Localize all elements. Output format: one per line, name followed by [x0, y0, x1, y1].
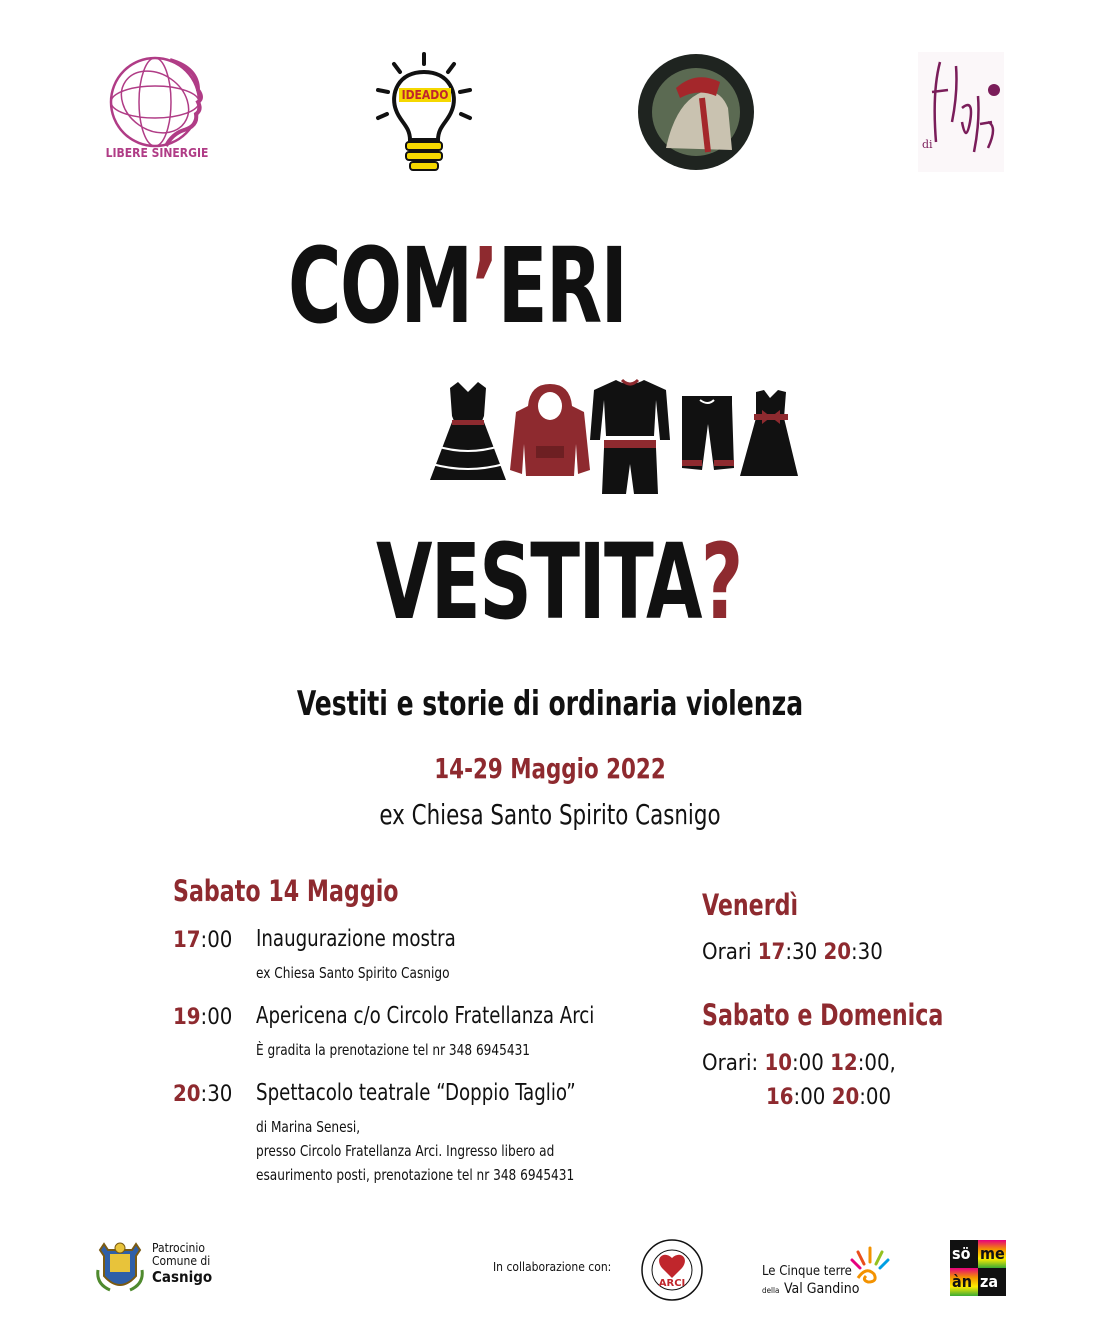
weekend-hours-2	[766, 1085, 891, 1110]
event-3-time	[173, 1082, 232, 1107]
hoodie-icon	[510, 384, 590, 476]
event-3-minutes: :30	[200, 1082, 233, 1107]
weekend-time-3-hour: 16	[766, 1085, 794, 1110]
event-1-minutes: :00	[200, 928, 233, 953]
title-line-1	[288, 225, 627, 347]
event-1-title: Inaugurazione mostra	[256, 926, 456, 952]
cinque-terre-della: della	[762, 1286, 780, 1295]
dress-icon	[430, 382, 506, 480]
weekend-label: Orari:	[702, 1051, 759, 1076]
weekend-heading: Sabato e Domenica	[702, 998, 944, 1032]
shorts-icon	[602, 440, 658, 494]
weekend-time-3-minutes: :00	[793, 1085, 826, 1110]
fior-di-loto-logo	[918, 52, 1004, 172]
somezanza-logo	[950, 1240, 1006, 1296]
event-2-note: È gradita la prenotazione tel nr 348 6945431	[256, 1041, 531, 1059]
weekend-time-2-hour: 12	[830, 1051, 858, 1076]
collettivo-donne-logo	[636, 52, 756, 172]
event-3-note-1: di Marina Senesi,	[256, 1118, 361, 1136]
event-3-note-2: presso Circolo Fratellanza Arci. Ingresso libero ad	[256, 1142, 555, 1160]
weekend-time-2-minutes: :00,	[857, 1051, 896, 1076]
weekend-time-4-hour: 20	[831, 1085, 860, 1110]
cinque-terre-logo	[762, 1244, 892, 1297]
event-3-hour: 20	[173, 1082, 201, 1107]
libere-sinergie-logo	[100, 50, 215, 170]
somezanza-2: me	[980, 1244, 1005, 1263]
event-2-hour: 19	[173, 1005, 201, 1030]
clothing-illustrations	[428, 376, 808, 498]
cinque-terre-line-2	[762, 1278, 859, 1297]
title-com: COM	[288, 225, 472, 347]
friday-heading: Venerdì	[702, 888, 799, 922]
title-eri: ERI	[497, 225, 627, 347]
collaboration-label: In collaborazione con:	[493, 1260, 612, 1274]
patrocinio-line-3: Casnigo	[152, 1268, 213, 1286]
weekend-time-1-hour: 10	[764, 1051, 792, 1076]
weekend-hours-1	[702, 1051, 896, 1076]
event-dates: 14-29 Maggio 2022	[434, 752, 666, 785]
friday-time-2-hour: 20	[823, 940, 852, 965]
somezanza-3: àn	[952, 1272, 972, 1291]
event-1-time	[173, 928, 232, 953]
title-question-mark: ?	[700, 521, 742, 643]
saturday-heading: Sabato 14 Maggio	[173, 874, 399, 908]
title-line-2	[376, 521, 742, 643]
weekend-time-4-minutes: :00	[859, 1085, 892, 1110]
title-apostrophe: ’	[471, 225, 498, 347]
svg-text:di: di	[922, 138, 933, 151]
weekend-time-1-minutes: :00	[791, 1051, 824, 1076]
ideado-logo	[372, 52, 476, 176]
event-2-time	[173, 1005, 232, 1030]
event-1-note: ex Chiesa Santo Spirito Casnigo	[256, 964, 450, 982]
event-1-hour: 17	[173, 928, 201, 953]
somezanza-4: za	[980, 1272, 999, 1291]
trousers-icon	[682, 396, 734, 470]
circolo-fratellanza-logo	[640, 1238, 704, 1302]
sweater-icon	[590, 380, 670, 440]
event-3-title: Spettacolo teatrale “Doppio Taglio”	[256, 1080, 576, 1106]
friday-time-1-hour: 17	[757, 940, 786, 965]
venue: ex Chiesa Santo Spirito Casnigo	[379, 798, 721, 831]
patrocinio-line-1: Patrocinio	[152, 1241, 205, 1255]
title-vestita: VESTITA	[376, 521, 701, 643]
event-3-note-3: esaurimento posti, prenotazione tel nr 348 6945431	[256, 1166, 575, 1184]
patrocinio	[152, 1242, 212, 1286]
event-2-minutes: :00	[200, 1005, 233, 1030]
libere-sinergie-text: LIBERE SINERGIE	[105, 146, 209, 160]
casnigo-crest-logo	[96, 1240, 144, 1296]
somezanza-1: sö	[952, 1244, 971, 1263]
girl-dress-icon	[740, 390, 798, 476]
patrocinio-line-2: Comune di	[152, 1254, 211, 1268]
subtitle: Vestiti e storie di ordinaria violenza	[296, 684, 804, 724]
friday-label: Orari	[702, 940, 752, 965]
friday-hours	[702, 940, 883, 965]
cinque-terre-val-gandino: Val Gandino	[784, 1281, 860, 1297]
event-2-title: Apericena c/o Circolo Fratellanza Arci	[256, 1003, 595, 1029]
ideado-text: IDEADO	[399, 88, 451, 102]
friday-time-2-minutes: :30	[851, 940, 883, 965]
friday-time-1-minutes: :30	[785, 940, 818, 965]
cinque-terre-line-1: Le Cinque terre	[762, 1264, 852, 1279]
arci-text: ARCI	[658, 1278, 686, 1289]
